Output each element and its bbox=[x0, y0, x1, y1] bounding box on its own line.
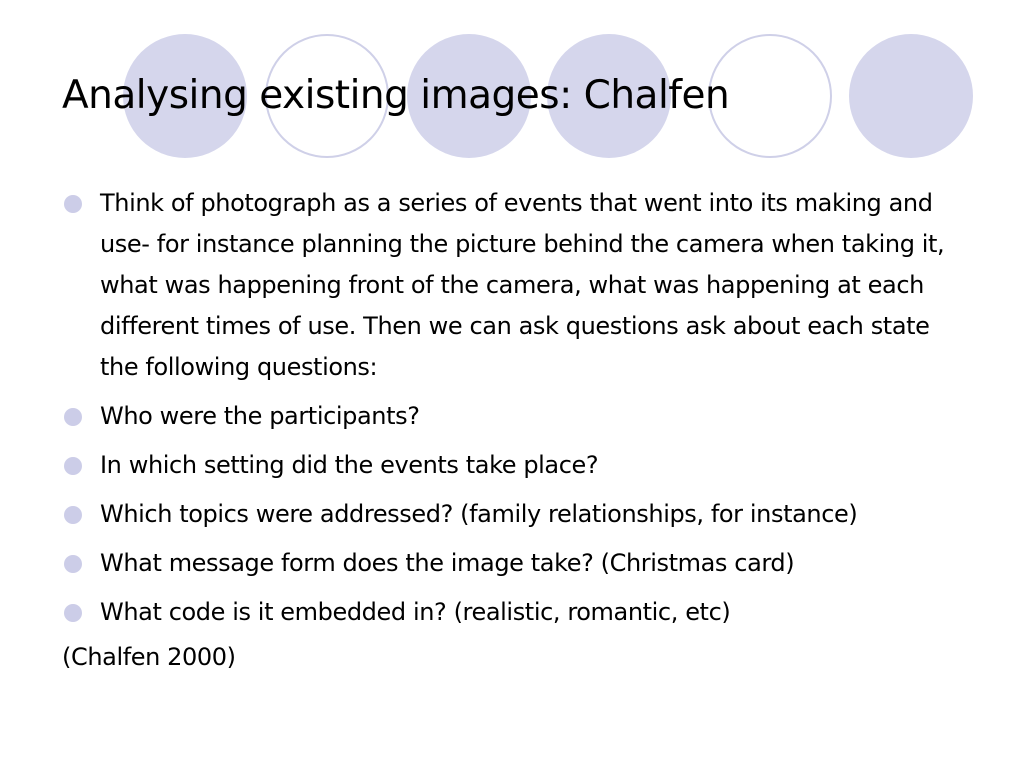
bullet-item bbox=[62, 396, 962, 437]
bullet-text: In which setting did the events take place? bbox=[100, 451, 599, 479]
bullet-icon bbox=[64, 506, 82, 524]
bullet-icon bbox=[64, 457, 82, 475]
bullet-item bbox=[62, 592, 962, 633]
bullet-item bbox=[62, 494, 962, 535]
bullet-text: What message form does the image take? (Christmas card) bbox=[100, 549, 795, 577]
bullet-text: What code is it embedded in? (realistic, romantic, etc) bbox=[100, 598, 731, 626]
bullet-icon bbox=[64, 555, 82, 573]
bullet-icon bbox=[64, 408, 82, 426]
slide-content bbox=[62, 183, 962, 678]
slide-title: Analysing existing images: Chalfen bbox=[62, 73, 730, 118]
bullet-icon bbox=[64, 604, 82, 622]
bullet-item bbox=[62, 183, 962, 388]
bullet-item bbox=[62, 543, 962, 584]
filled-circle-4 bbox=[849, 34, 973, 158]
bullet-item bbox=[62, 445, 962, 486]
bullet-text: Which topics were addressed? (family relationships, for instance) bbox=[100, 500, 858, 528]
bullet-text: Think of photograph as a series of events that went into its making and use- for instance planning the picture behind the camera when taking it, what was happening front of the camera, what was happening at each different times of use. Then we can ask questions ask about each state the following questions: bbox=[100, 189, 945, 381]
bullet-text: Who were the participants? bbox=[100, 402, 420, 430]
bullet-icon bbox=[64, 195, 82, 213]
bullet-list bbox=[62, 183, 962, 633]
citation: (Chalfen 2000) bbox=[62, 643, 236, 671]
